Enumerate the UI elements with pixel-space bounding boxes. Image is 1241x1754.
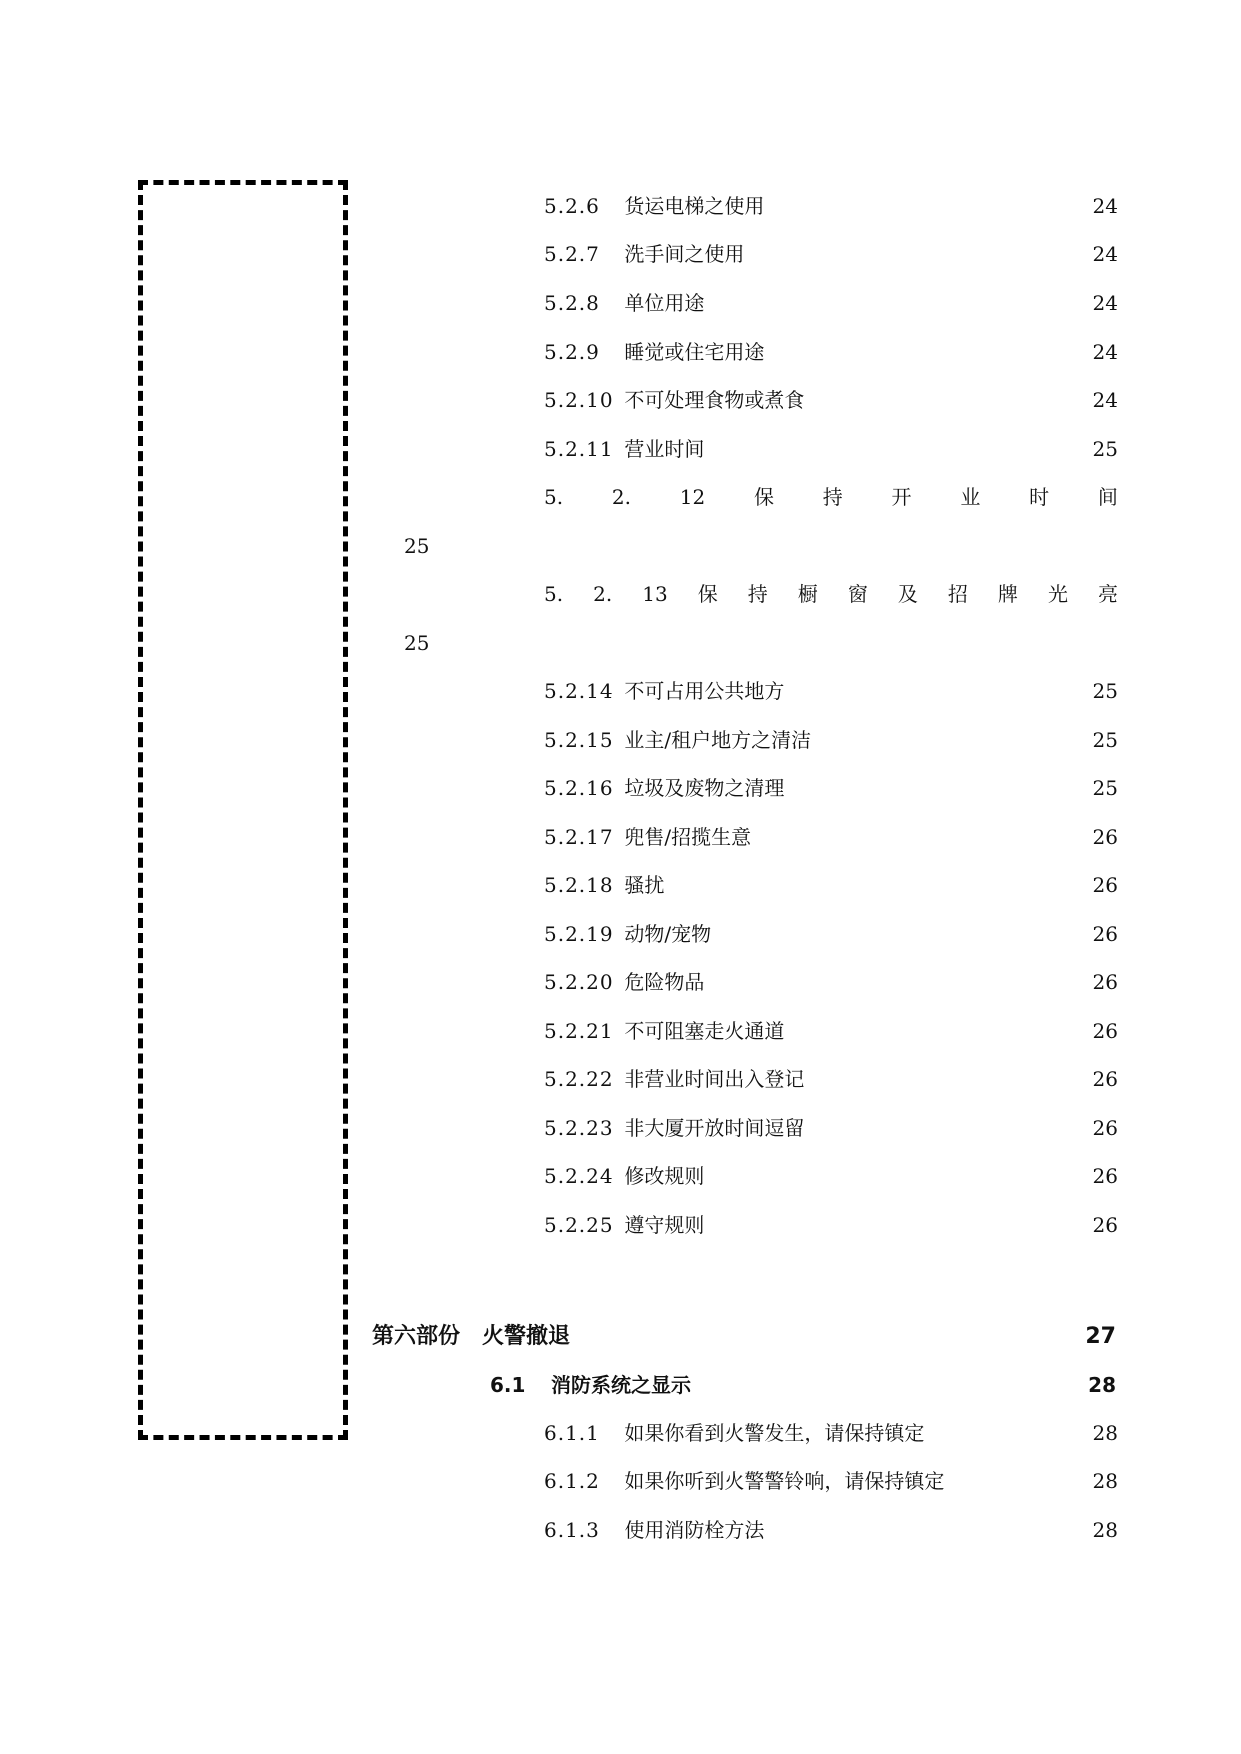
toc-entry-number: 5.2.19 — [544, 922, 614, 946]
toc-entry-title: 动物/宠物 — [624, 922, 712, 946]
toc-spread-part: 光 — [1047, 582, 1068, 606]
toc-entry[interactable] — [544, 1515, 1118, 1545]
toc-spread-part: 5. — [544, 582, 564, 606]
toc-spread-part: 13 — [642, 582, 668, 606]
toc-entry-number: 5.2.11 — [544, 437, 614, 461]
toc-spread-part: 间 — [1097, 485, 1118, 509]
toc-spread-part: 时 — [1029, 485, 1050, 509]
toc-entry[interactable] — [544, 1064, 1118, 1094]
toc-entry[interactable] — [544, 385, 1118, 415]
toc-section-title: 消防系统之显示 — [550, 1373, 691, 1397]
toc-entry-page: 26 — [1092, 1116, 1118, 1140]
toc-entry-number: 5.2.25 — [544, 1213, 614, 1237]
toc-entry-title: 非大厦开放时间逗留 — [624, 1116, 805, 1140]
toc-spread-part: 保 — [753, 485, 774, 509]
toc-entry-title: 洗手间之使用 — [624, 242, 745, 266]
toc-entry-title: 骚扰 — [624, 873, 665, 897]
toc-entry-title: 货运电梯之使用 — [624, 194, 765, 218]
toc-entry[interactable] — [544, 434, 1118, 464]
toc-spread-part: 牌 — [997, 582, 1018, 606]
toc-entry-spread[interactable] — [544, 482, 1118, 512]
toc-entry-page: 24 — [1092, 194, 1118, 218]
toc-spread-part: 及 — [897, 582, 918, 606]
toc-entry-title: 不可阻塞走火通道 — [624, 1019, 785, 1043]
toc-entry-title: 睡觉或住宅用途 — [624, 340, 765, 364]
dashed-binding-margin-box — [138, 180, 348, 1440]
toc-entry[interactable] — [544, 773, 1118, 803]
toc-entry-title: 垃圾及废物之清理 — [624, 776, 785, 800]
toc-spread-part: 业 — [960, 485, 981, 509]
toc-section-heading[interactable] — [490, 1369, 1116, 1401]
toc-entry-number: 5.2.14 — [544, 679, 614, 703]
toc-entry-number: 5.2.10 — [544, 388, 614, 412]
toc-spread-part: 持 — [822, 485, 843, 509]
toc-entry-page: 25 — [1092, 437, 1118, 461]
toc-entry-number: 6.1.1 — [544, 1421, 600, 1445]
toc-entry-title: 不可占用公共地方 — [624, 679, 785, 703]
toc-entry-title: 单位用途 — [624, 291, 705, 315]
toc-spread-part: 亮 — [1097, 582, 1118, 606]
toc-entry-number: 5.2.23 — [544, 1116, 614, 1140]
toc-entry-number: 5.2.18 — [544, 873, 614, 897]
toc-entry-spread[interactable] — [544, 579, 1118, 609]
toc-entry-page: 26 — [1092, 1019, 1118, 1043]
toc-entry-page: 24 — [1092, 388, 1118, 412]
toc-section-number: 6.1 — [490, 1373, 526, 1397]
toc-entry[interactable] — [544, 1210, 1118, 1240]
toc-entry[interactable] — [544, 1113, 1118, 1143]
toc-entry-number: 5.2.9 — [544, 340, 600, 364]
toc-spread-part: 2. — [611, 485, 631, 509]
toc-entry[interactable] — [544, 337, 1118, 367]
toc-entry-number: 5.2.21 — [544, 1019, 614, 1043]
toc-spread-part: 5. — [544, 485, 564, 509]
toc-entry-title: 兜售/招揽生意 — [624, 825, 752, 849]
toc-entry-page: 25 — [1092, 728, 1118, 752]
toc-entry[interactable] — [544, 822, 1118, 852]
toc-entry-title: 使用消防栓方法 — [624, 1518, 765, 1542]
toc-entry-page: 24 — [1092, 291, 1118, 315]
toc-part-page: 27 — [1085, 1324, 1116, 1349]
toc-entry[interactable] — [544, 239, 1118, 269]
toc-entry-page: 25 — [1092, 776, 1118, 800]
toc-entry-page: 28 — [1092, 1469, 1118, 1493]
toc-entry-number: 5.2.8 — [544, 291, 600, 315]
toc-entry-page: 24 — [1092, 340, 1118, 364]
toc-entry[interactable] — [544, 191, 1118, 221]
toc-spread-part: 保 — [697, 582, 718, 606]
toc-entry[interactable] — [544, 1016, 1118, 1046]
toc-entry-number: 5.2.22 — [544, 1067, 614, 1091]
toc-entry-title: 不可处理食物或煮食 — [624, 388, 805, 412]
toc-entry[interactable] — [544, 725, 1118, 755]
toc-wrapped-page: 25 — [404, 534, 430, 558]
toc-entry-page: 26 — [1092, 1213, 1118, 1237]
toc-entry-number: 5.2.16 — [544, 776, 614, 800]
toc-entry-title: 遵守规则 — [624, 1213, 705, 1237]
toc-entry-page: 26 — [1092, 873, 1118, 897]
toc-part-heading[interactable] — [372, 1321, 1116, 1353]
toc-spread-part: 开 — [891, 485, 912, 509]
toc-spread-part: 招 — [947, 582, 968, 606]
toc-entry-number: 5.2.6 — [544, 194, 600, 218]
toc-entry[interactable] — [544, 919, 1118, 949]
toc-spread-part: 2. — [593, 582, 613, 606]
toc-entry[interactable] — [544, 676, 1118, 706]
toc-entry-page: 25 — [1092, 679, 1118, 703]
toc-entry-title: 如果你听到火警警铃响，请保持镇定 — [624, 1469, 945, 1493]
toc-part-title: 第六部份 火警撤退 — [372, 1324, 571, 1349]
toc-entry-page: 26 — [1092, 922, 1118, 946]
toc-wrapped-page: 25 — [404, 631, 430, 655]
toc-spread-part: 12 — [679, 485, 706, 509]
toc-entry-page: 28 — [1092, 1518, 1118, 1542]
toc-entry-number: 6.1.3 — [544, 1518, 600, 1542]
toc-entry[interactable] — [544, 967, 1118, 997]
toc-entry-page: 26 — [1092, 1164, 1118, 1188]
toc-entry-page: 28 — [1092, 1421, 1118, 1445]
toc-entry-title: 危险物品 — [624, 970, 705, 994]
toc-entry[interactable] — [544, 1161, 1118, 1191]
toc-entry-number: 5.2.15 — [544, 728, 614, 752]
toc-entry-page: 26 — [1092, 825, 1118, 849]
toc-entry-page: 24 — [1092, 242, 1118, 266]
toc-entry[interactable] — [544, 870, 1118, 900]
toc-entry-title: 如果你看到火警发生，请保持镇定 — [624, 1421, 925, 1445]
toc-entry-title: 修改规则 — [624, 1164, 705, 1188]
toc-entry-page: 26 — [1092, 1067, 1118, 1091]
toc-entry-number: 5.2.24 — [544, 1164, 614, 1188]
toc-entry-number: 5.2.20 — [544, 970, 614, 994]
toc-entry[interactable] — [544, 288, 1118, 318]
toc-entry[interactable] — [544, 1466, 1118, 1496]
toc-section-page: 28 — [1088, 1373, 1116, 1397]
toc-entry-title: 营业时间 — [624, 437, 705, 461]
toc-entry-number: 5.2.7 — [544, 242, 600, 266]
toc-entry-page: 26 — [1092, 970, 1118, 994]
toc-entry[interactable] — [544, 1418, 1118, 1448]
toc-entry-title: 非营业时间出入登记 — [624, 1067, 805, 1091]
toc-spread-part: 窗 — [847, 582, 868, 606]
toc-spread-part: 持 — [747, 582, 768, 606]
toc-entry-number: 5.2.17 — [544, 825, 614, 849]
toc-spread-part: 橱 — [797, 582, 818, 606]
toc-entry-title: 业主/租户地方之清洁 — [624, 728, 812, 752]
toc-entry-number: 6.1.2 — [544, 1469, 600, 1493]
